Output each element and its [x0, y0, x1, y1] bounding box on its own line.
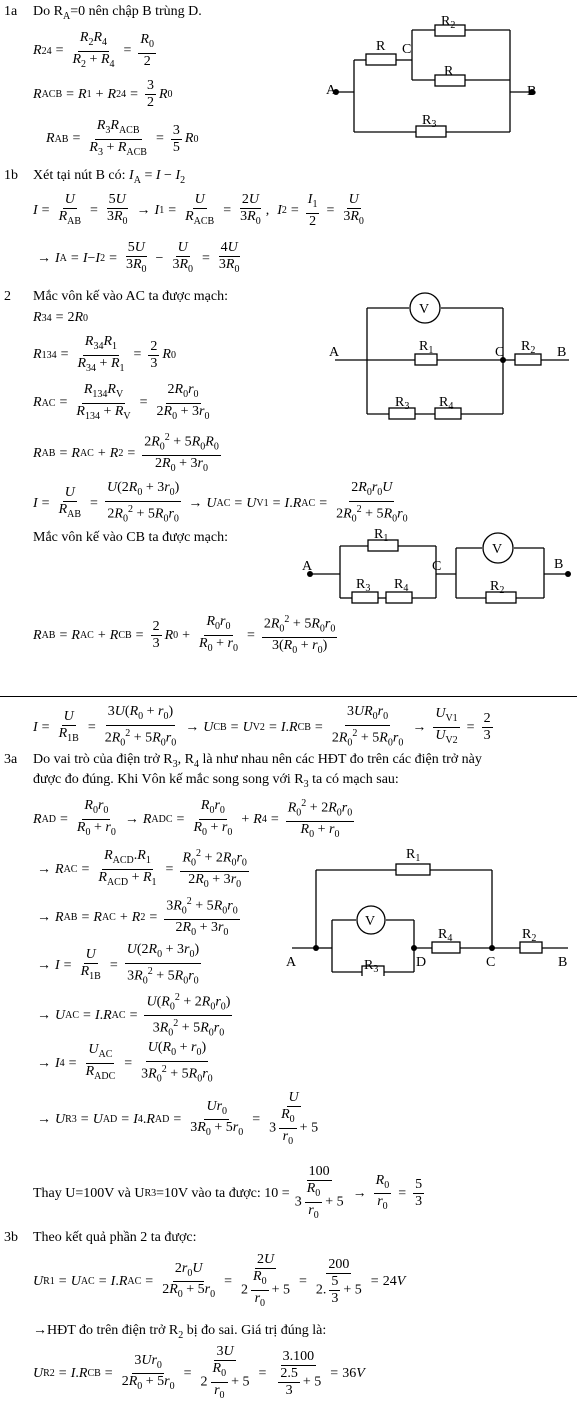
circuit-1-diagram — [320, 8, 550, 144]
eq-uac-3a: → U AC = I . R AC = $\frac{U(R_0^2 + 2R_0r_0)}{3R_0^2 + 5R_0r_0}$ — [37, 992, 231, 1039]
section-3a-line2: được đo đúng. Khi Vôn kế mắc song song với $R_3$ ta có mạch sau: — [33, 772, 399, 790]
label-r2: $R_2$ — [521, 339, 536, 356]
label-r3: $R_3$ — [422, 113, 437, 130]
eq-ucb: I = $\frac{U}{R_{1B}}$ = $\frac{3U(R_0 + r_0)}{2R_0^2 + 5R_0r_0}$ → U CB = U V2 = I . R CB = $\frac{3UR_0r_0}{2R_0^2 + 5R_0r_0}$ → $\frac{U_{V1}}{U_{V2}}$ = $\frac{2}{3}$ — [33, 704, 491, 749]
label-a: A — [302, 559, 313, 574]
label-r2: $R_2$ — [490, 579, 505, 596]
label-a: A — [329, 345, 340, 360]
label-b: B — [554, 557, 564, 572]
section-1b-label: 1b — [4, 168, 18, 183]
node-a — [313, 945, 319, 951]
eq-ur2: U R2 = I . R CB = $\frac{3Ur_0}{2R_0 + 5r_0}$ = 3U 2 $\frac{R_0}{r_0}$ + 5 = 3.100 $\frac{2.5}{3}$ + 5 = 36 V — [33, 1344, 365, 1401]
section-3b-intro: Theo kết quả phần 2 ta được: — [33, 1230, 197, 1245]
eq-racb: R ACB = R 1 + R 24 = $\frac{3}{2}$ R 0 — [33, 78, 173, 110]
section-1a-label: 1a — [4, 4, 18, 19]
section-2-intro-cb: Mắc vôn kế vào CB ta được mạch: — [33, 530, 228, 545]
label-c: C — [432, 559, 442, 574]
label-r3: $R_3$ — [364, 958, 379, 975]
label-r4: $R_4$ — [439, 395, 454, 412]
eq-rac: R AC = $\frac{R_{134}R_V}{R_{134} + R_V}$ = $\frac{2R_0r_0}{2R_0 + 3r_0}$ — [33, 382, 210, 422]
circuit-4-diagram — [284, 836, 576, 976]
eq-substitution: Thay U=100V và U R3 =10V vào ta được: 10 = 100 3 $\frac{R_0}{r_0}$ + 5 → $\frac{R_0}{r_0}$ = $\frac{5}{3}$ — [33, 1164, 423, 1221]
label-r1: $R_1$ — [374, 528, 389, 544]
label-b: B — [527, 84, 537, 99]
eq-r134: R 134 = $\frac{R_{34}R_1}{R_{34} + R_1}$ = $\frac{2}{3}$ R 0 — [33, 334, 176, 374]
eq-ur3: → U R3 = U AD = I 4 . R AD = $\frac{Ur_0}{3R_0 + 5r_0}$ = U 3 $\frac{R_0}{r_0}$ + 5 — [37, 1090, 319, 1147]
node-d — [411, 945, 417, 951]
section-1a-intro: Do $R_A=0$ nên chập B trùng D. — [33, 4, 202, 22]
section-2-label: 2 — [4, 289, 11, 304]
eq-ia: → I A = I − I 2 = $\frac{5U}{3R_0}$ − $\frac{U}{3R_0}$ = $\frac{4U}{3R_0}$ — [37, 240, 240, 275]
eq-ur1: U R1 = U AC = I . R AC = $\frac{2r_0U}{2R_0 + 5r_0}$ = 2U 2 $\frac{R_0}{r_0}$ + 5 = 200 2. $\frac{5}{3}$ + 5 = 24 V — [33, 1252, 406, 1309]
label-r3: $R_3$ — [395, 395, 410, 412]
label-a: A — [286, 955, 297, 970]
section-3b-label: 3b — [4, 1230, 18, 1245]
label-v: V — [419, 302, 430, 317]
label-a: A — [326, 83, 337, 98]
eq-uac: I = $\frac{U}{R_{AB}}$ = $\frac{U(2R_0 + 3r_0)}{2R_0^2 + 5R_0r_0}$ → U AC = U V1 = I . R AC = $\frac{2R_0r_0U}{2R_0^2 + 5R_0r_0}$ — [33, 480, 408, 525]
eq-i-3a: → I = $\frac{U}{R_{1B}}$ = $\frac{U(2R_0 + 3r_0)}{3R_0^2 + 5R_0r_0}$ — [37, 942, 200, 987]
label-r1: $R_1$ — [406, 847, 421, 864]
label-b: B — [557, 345, 567, 360]
label-b: B — [558, 955, 568, 970]
node-c — [489, 945, 495, 951]
eq-r34: R 34 = 2 R 0 — [33, 310, 89, 325]
section-3a-label: 3a — [4, 752, 18, 767]
section-3a-line1: Do vai trò của điện trở $R_3$, $R_4$ là như nhau nên các HĐT đo trên các điện trở này — [33, 752, 482, 770]
eq-rab-2: R AB = R AC + R 2 = $\frac{2R_0^2 + 5R_0R_0}{2R_0 + 3r_0}$ — [33, 432, 219, 475]
label-r-lower: R — [444, 64, 454, 79]
eq-i: I = $\frac{U}{R_{AB}}$ = $\frac{5U}{3R_0}$ → I 1 = $\frac{U}{R_{ACB}}$ = $\frac{2U}{3R_0}$ , I 2 = $\frac{I_1}{2}$ = $\frac{U}{3R_0}$ — [33, 192, 364, 229]
eq-rab-cb: R AB = R AC + R CB = $\frac{2}{3}$ R 0 + $\frac{R_0r_0}{R_0 + r_0}$ = $\frac{2R_0^2 + 5R_0r_0}{3(R_0 + r_0)}$ — [33, 614, 336, 657]
eq-rab: R AB = $\frac{R_3R_{ACB}}{R_3 + R_{ACB}}$ = $\frac{3}{5}$ R 0 — [46, 118, 199, 158]
label-r2: $R_2$ — [522, 927, 537, 944]
page-separator — [0, 696, 577, 697]
label-v: V — [365, 914, 376, 929]
label-v: V — [492, 542, 503, 557]
section-3b-note: →HĐT đo trên điện trở $R_2$ bị đo sai. Giá trị đúng là: — [33, 1323, 327, 1341]
eq-rab-3a: → R AB = R AC + R 2 = $\frac{3R_0^2 + 5R_0r_0}{2R_0 + 3r_0}$ — [37, 896, 238, 939]
label-r4: $R_4$ — [438, 927, 453, 944]
eq-r24: R 24 = $\frac{R_2R_4}{R_2 + R_4}$ = $\frac{R_0}{2}$ — [33, 30, 154, 70]
node-b — [565, 571, 571, 577]
section-2-intro: Mắc vôn kế vào AC ta được mạch: — [33, 289, 228, 304]
eq-i4: → I 4 = $\frac{U_{AC}}{R_{ADC}}$ = $\frac{U(R_0 + r_0)}{3R_0^2 + 5R_0r_0}$ — [37, 1040, 213, 1085]
label-c: C — [495, 345, 505, 360]
eq-rad: R AD = $\frac{R_0r_0}{R_0 + r_0}$ → R ADC = $\frac{R_0r_0}{R_0 + r_0}$ + R 4 = $\frac{R_0^2 + 2R_0r_0}{R_0 + r_0}$ — [33, 798, 353, 841]
circuit-3-diagram — [300, 528, 576, 612]
section-1b-intro: Xét tại nút B có: $I_A = I - I_2$ — [33, 168, 186, 186]
label-r: R — [376, 39, 386, 54]
label-c: C — [402, 42, 412, 57]
label-r4: $R_4$ — [394, 577, 409, 594]
circuit-2-diagram — [325, 288, 575, 424]
label-c: C — [486, 955, 496, 970]
label-d: D — [416, 955, 427, 970]
label-r3: $R_3$ — [356, 577, 371, 594]
label-r2: $R_2$ — [441, 14, 456, 31]
label-r1: $R_1$ — [419, 339, 434, 356]
eq-rac-3a: → R AC = $\frac{R_{ACD}.R_1}{R_{ACD} + R_1}$ = $\frac{R_0^2 + 2R_0r_0}{2R_0 + 3r_0}$ — [37, 848, 247, 891]
